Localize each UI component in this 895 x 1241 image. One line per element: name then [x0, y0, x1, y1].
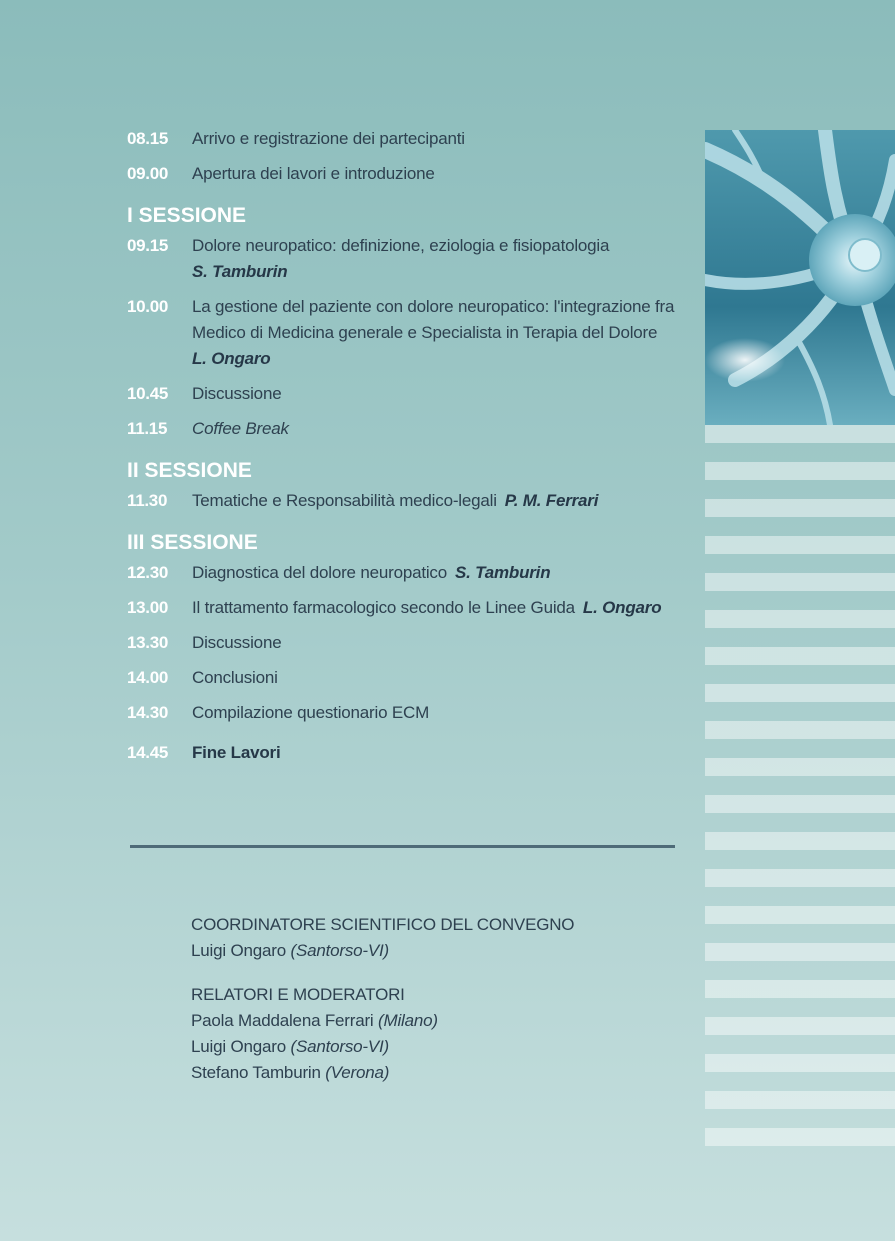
- speaker-entry: [191, 1008, 671, 1034]
- item-time: 12.30: [127, 563, 169, 582]
- session-title: I SESSIONE: [127, 204, 247, 227]
- item-speaker: S. Tamburin: [192, 262, 288, 281]
- coordinator-heading: COORDINATORE SCIENTIFICO DEL CONVEGNO: [191, 915, 575, 934]
- speaker-entry: [191, 1034, 671, 1060]
- item-body: [192, 595, 687, 621]
- schedule-item: [127, 233, 687, 285]
- item-body: [192, 560, 687, 586]
- person-name: Luigi Ongaro: [191, 941, 286, 960]
- item-title: Discussione: [192, 633, 282, 652]
- person-name: Paola Maddalena Ferrari: [191, 1011, 374, 1030]
- item-title: Conclusioni: [192, 668, 278, 687]
- item-title: Coffee Break: [192, 419, 289, 438]
- schedule-item: [127, 700, 687, 726]
- item-time: 14.00: [127, 668, 169, 687]
- schedule-item: [127, 595, 687, 621]
- decorative-stripes: [705, 425, 895, 1165]
- item-time: 09.00: [127, 164, 169, 183]
- schedule-item: [127, 294, 687, 372]
- item-speaker: L. Ongaro: [582, 598, 662, 617]
- item-time: 10.45: [127, 384, 169, 403]
- schedule-item: [127, 161, 687, 187]
- schedule-item: [127, 630, 687, 656]
- item-title: Fine Lavori: [192, 743, 281, 762]
- neuron-illustration-icon: [705, 130, 895, 425]
- item-time: 10.00: [127, 297, 169, 316]
- schedule-item: [127, 560, 687, 586]
- item-time: 13.30: [127, 633, 169, 652]
- schedule-item: [127, 740, 687, 766]
- item-title: Apertura dei lavori e introduzione: [192, 164, 435, 183]
- item-title: Il trattamento farmacologico secondo le Linee Guida: [192, 598, 575, 617]
- program-schedule: [127, 126, 687, 775]
- item-time: 09.15: [127, 236, 169, 255]
- item-title: La gestione del paziente con dolore neuropatico: l'integrazione fra Medico di Medicina generale e Specialista in Terapia del Dolore: [192, 297, 675, 342]
- section-divider: [130, 845, 675, 848]
- item-title: Discussione: [192, 384, 282, 403]
- item-time: 14.45: [127, 743, 169, 762]
- person-place: (Santorso-VI): [290, 1037, 389, 1056]
- item-title: Compilazione questionario ECM: [192, 703, 430, 722]
- person-place: (Verona): [325, 1063, 390, 1082]
- person-name: Luigi Ongaro: [191, 1037, 286, 1056]
- person-place: (Santorso-VI): [290, 941, 389, 960]
- item-body: [192, 294, 687, 372]
- speakers-heading: RELATORI E MODERATORI: [191, 985, 405, 1004]
- item-time: 11.30: [127, 491, 168, 510]
- item-time: 13.00: [127, 598, 169, 617]
- coordinator-entry: [191, 938, 671, 964]
- schedule-item: [127, 126, 687, 152]
- session-title: II SESSIONE: [127, 459, 252, 482]
- schedule-item: [127, 488, 687, 514]
- item-time: 08.15: [127, 129, 169, 148]
- item-time: 14.30: [127, 703, 169, 722]
- item-title: Diagnostica del dolore neuropatico: [192, 563, 447, 582]
- schedule-item: [127, 416, 687, 442]
- schedule-item: [127, 381, 687, 407]
- session-title: III SESSIONE: [127, 531, 258, 554]
- credits-block: [191, 912, 671, 1086]
- item-title: Arrivo e registrazione dei partecipanti: [192, 129, 465, 148]
- item-speaker: L. Ongaro: [192, 349, 271, 368]
- speaker-entry: [191, 1060, 671, 1086]
- item-speaker: S. Tamburin: [454, 563, 551, 582]
- person-place: (Milano): [378, 1011, 438, 1030]
- schedule-item: [127, 665, 687, 691]
- item-body: [192, 233, 687, 285]
- item-title: Dolore neuropatico: definizione, eziologia e fisiopatologia: [192, 236, 610, 255]
- item-title: Tematiche e Responsabilità medico-legali: [192, 491, 497, 510]
- item-body: [192, 488, 687, 514]
- item-time: 11.15: [127, 419, 168, 438]
- person-name: Stefano Tamburin: [191, 1063, 321, 1082]
- item-speaker: P. M. Ferrari: [504, 491, 599, 510]
